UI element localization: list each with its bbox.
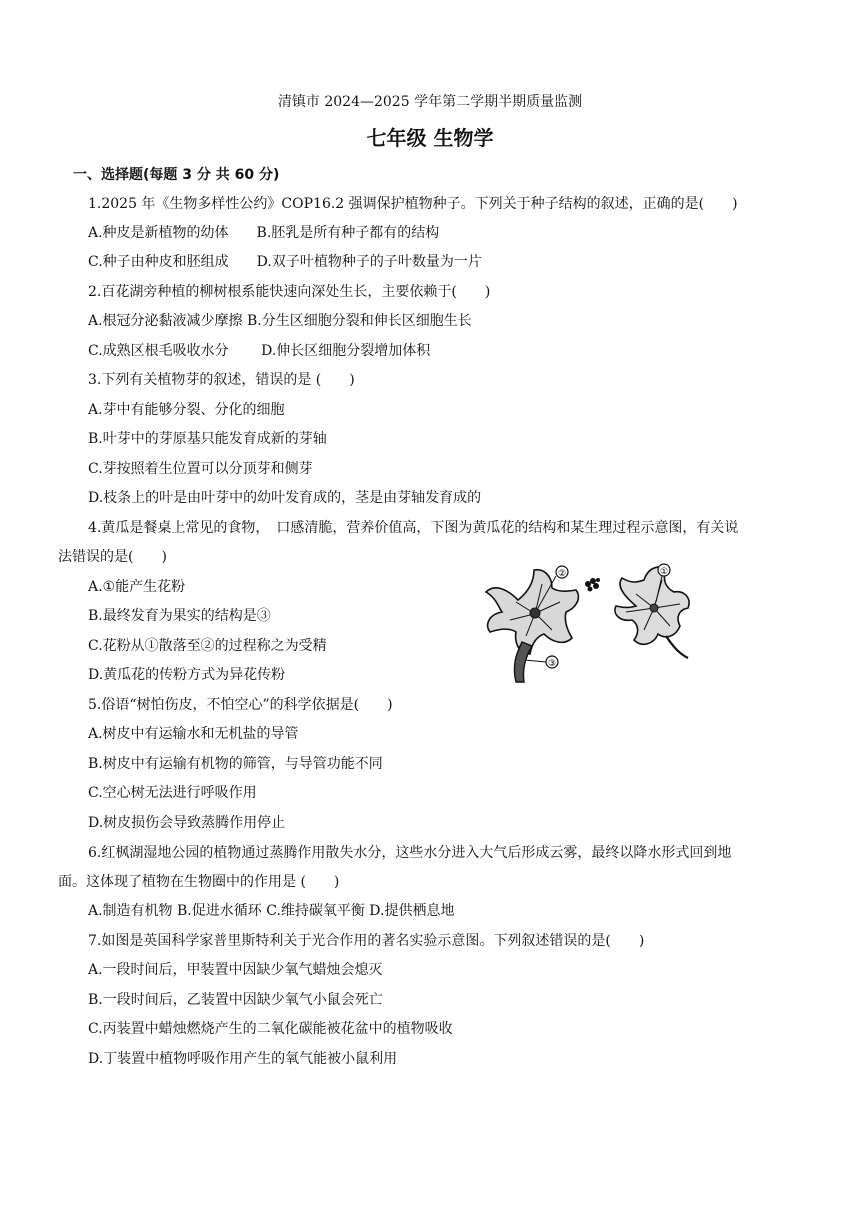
question-6-continued: 面。这体现了植物在生物圈中的作用是 ( ) [58,874,340,890]
stigma-marker [530,608,540,618]
question-2-options-ab: A.根冠分泌黏液减少摩擦 B.分生区细胞分裂和伸长区细胞生长 [88,313,472,329]
question-4-option-a: A.①能产生花粉 [88,579,186,595]
figure-label-1: ① [659,567,669,577]
question-4-option-c: C.花粉从①散落至②的过程称之为受精 [88,638,327,654]
pollen-cluster [585,578,600,592]
question-5-option-c: C.空心树无法进行呼吸作用 [88,785,257,801]
question-7-option-c: C.丙装置中蜡烛燃烧产生的二氧化碳能被花盆中的植物吸收 [88,1021,453,1037]
question-7-option-b: B.一段时间后，乙装置中因缺少氧气小鼠会死亡 [88,992,383,1008]
question-5-option-a: A.树皮中有运输水和无机盐的导管 [88,726,299,742]
question-3-option-d: D.枝条上的叶是由叶芽中的幼叶发育成的，茎是由芽轴发育成的 [88,490,482,506]
question-1-options-ab: A.种皮是新植物的幼体 B.胚乳是所有种子都有的结构 [88,225,440,241]
question-5-option-b: B.树皮中有运输有机物的筛管，与导管功能不同 [88,756,383,772]
figure-label-2: ② [557,569,567,579]
question-2: 2.百花湖旁种植的柳树根系能快速向深处生长，主要依赖于( ) [88,284,491,300]
question-4-continued: 法错误的是( ) [58,549,167,565]
question-3-option-b: B.叶芽中的芽原基只能发育成新的芽轴 [88,431,327,447]
question-3: 3.下列有关植物芽的叙述，错误的是 ( ) [88,372,355,388]
exam-subtitle: 清镇市 2024—2025 学年第二学期半期质量监测 [277,94,583,110]
exam-title: 七年级 生物学 [366,126,494,150]
question-4-option-b: B.最终发育为果实的结构是③ [88,608,271,624]
question-7-option-a: A.一段时间后，甲装置中因缺少氧气蜡烛会熄灭 [88,962,383,978]
male-flower-stem [666,636,688,658]
question-3-option-a: A.芽中有能够分裂、分化的细胞 [88,402,285,418]
figure-label-3: ③ [547,659,557,669]
question-1: 1.2025 年《生物多样性公约》COP16.2 强调保护植物种子。下列关于种子结构的叙述，正确的是( ) [88,196,738,212]
question-7-option-d: D.丁装置中植物呼吸作用产生的氧气能被小鼠利用 [88,1051,398,1067]
question-2-options-cd: C.成熟区根毛吸收水分 D.伸长区细胞分裂增加体积 [88,343,431,359]
question-4: 4.黄瓜是餐桌上常见的食物， 口感清脆，营养价值高，下图为黄瓜花的结构和某生理过程示意图，有关说 [88,520,739,536]
cucumber-flower-diagram [476,562,696,692]
question-1-options-cd: C.种子由种皮和胚组成 D.双子叶植物种子的子叶数量为一片 [88,254,482,270]
question-3-option-c: C.芽按照着生位置可以分顶芽和侧芽 [88,461,313,477]
question-6: 6.红枫湖湿地公园的植物通过蒸腾作用散失水分，这些水分进入大气后形成云雾，最终以降水形式回到地 [88,845,732,861]
question-5: 5.俗语“树怕伤皮，不怕空心”的科学依据是( ) [88,697,393,713]
question-6-options: A.制造有机物 B.促进水循环 C.维持碳氧平衡 D.提供栖息地 [88,903,455,919]
question-5-option-d: D.树皮损伤会导致蒸腾作用停止 [88,815,286,831]
question-4-option-d: D.黄瓜花的传粉方式为异花传粉 [88,667,286,683]
section-heading: 一、选择题(每题 3 分 共 60 分) [73,167,280,183]
ovary-shape [514,642,532,682]
question-7: 7.如图是英国科学家普里斯特利关于光合作用的著名实验示意图。下列叙述错误的是( ) [88,933,645,949]
